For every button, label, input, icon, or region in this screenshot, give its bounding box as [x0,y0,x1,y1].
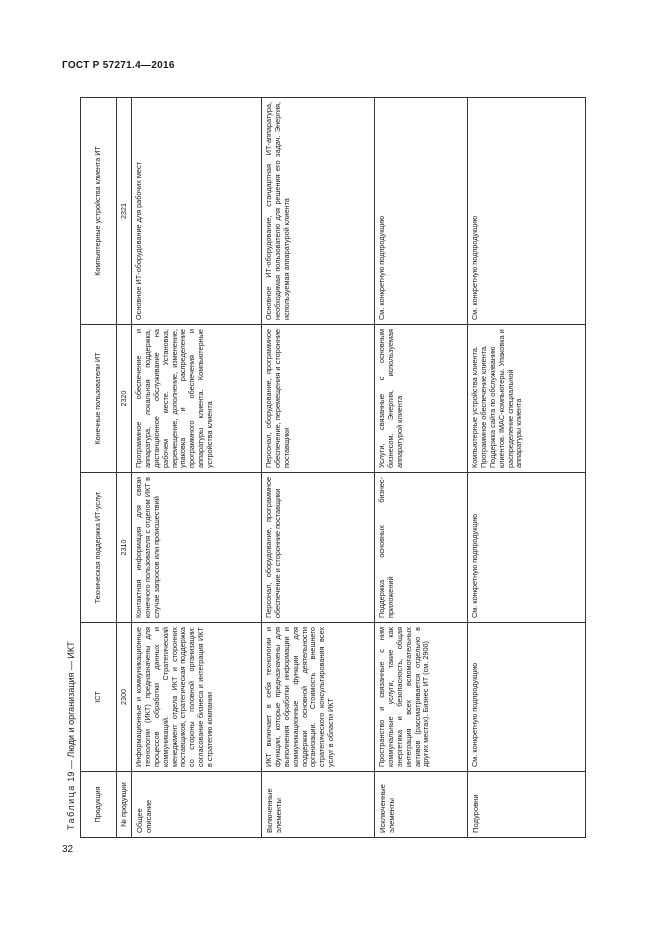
row-label-included-elements: Включенные элементы [262,772,375,838]
page-number: 32 [62,844,74,855]
table-cell: Услуги, связанные с основным бизнесом. Энергия, используемая аппаратурой клиента [375,325,468,473]
header-number: № продукции [117,772,132,838]
code-2300: 2300 [117,623,132,772]
table-row [262,98,375,838]
table-cell: См. конкретную подпродукцию [468,623,586,772]
table-cell: Пространство и связанные с ним коммунальные услуги, такие как энергетика и безопасность, общая интеграция всех вспомогательных активов (рассматривается отдельно в других местах). Бизнес ИТ (см. 2900) [375,623,468,772]
header-col-2320: Конечные пользователи ИТ [81,325,117,473]
table-cell: Программное обеспечение и аппаратура, локальная поддержка, дистанционное обслуживание на рабочем месте. Установка, перемещение, дополнение, изменение, упаковка и распределение программного обеспечения и аппаратуры клиента. Компьютерные устройства клиента [132,325,262,473]
table-cell: См. конкретную подпродукцию [375,98,468,325]
row-label-general-description: Общее описание [132,772,262,838]
table-cell: ИКТ включает в себя технологии и функции, которые предназначены для выполнения обработки информации и коммуникационные функции для поддержки основной деятельности организации. Стоимость внешнего стратегического консультирования всех услуг в области ИКТ [262,623,375,772]
code-2320: 2320 [117,325,132,473]
table-row [132,98,262,838]
table-cell: См. конкретную подпродукцию [468,98,586,325]
table-number-row [117,98,132,838]
table-cell: Основное ИТ-оборудование для рабочих мест [132,98,262,325]
caption-word: Таблица [66,784,76,830]
standard-header: ГОСТ Р 57271.4—2016 [62,60,175,71]
row-label-sublevels: Подуровни [468,772,586,838]
table-row [375,98,468,838]
code-2321: 2321 [117,98,132,325]
table-cell: Информационные и коммуникационные технологии (ИКТ) предназначены для процессов обработки данных и коммуникаций. Стратегический менеджмент отдела ИКТ и сторонних поставщиков, стратегическая поддержка со стороны головной организации: согласование бизнеса и интеграция ИКТ в стратегию компании [132,623,262,772]
table-people-organization-ict [80,97,586,838]
row-label-excluded-elements: Исключенные элементы [375,772,468,838]
header-product: Продукция [81,772,117,838]
header-col-2310: Техническая поддержка ИТ-услуг [81,473,117,623]
table-cell: Компьютерные устройства клиента. Программное обеспечение клиента. Поддержка сайта по обслуживанию клиентов. IMAC-компьютеры. Упаковка и распределение специальной аппаратуры клиента [468,325,586,473]
table-row [468,98,586,838]
table-cell: Персонал, оборудование, программное обеспечение, перемещения и сторонние поставщики [262,325,375,473]
rotated-table-container [66,98,599,838]
table-caption [66,641,80,830]
table-cell: Основное ИТ-оборудование, стандартная ИТ-аппаратура, необходимая пользователю для решения его задач. Энергия, используемая аппаратурой клиента [262,98,375,325]
table-header-row [81,98,117,838]
code-2310: 2310 [117,473,132,623]
table-cell: См. конкретную подпродукцию [468,473,586,623]
table-cell: Поддержка основных бизнес-приложений [375,473,468,623]
header-col-2300: ICT [81,623,117,772]
caption-text: 19 — Люди и организация — ИКТ [66,641,76,782]
table-cell: Контактная информация для связи конечного пользователя с отделом ИКТ в случае запросов или происшествий [132,473,262,623]
header-col-2321: Компьютерные устройства клиента ИТ [81,98,117,325]
table-cell: Персонал, оборудование, программное обеспечение и сторонние поставщики [262,473,375,623]
